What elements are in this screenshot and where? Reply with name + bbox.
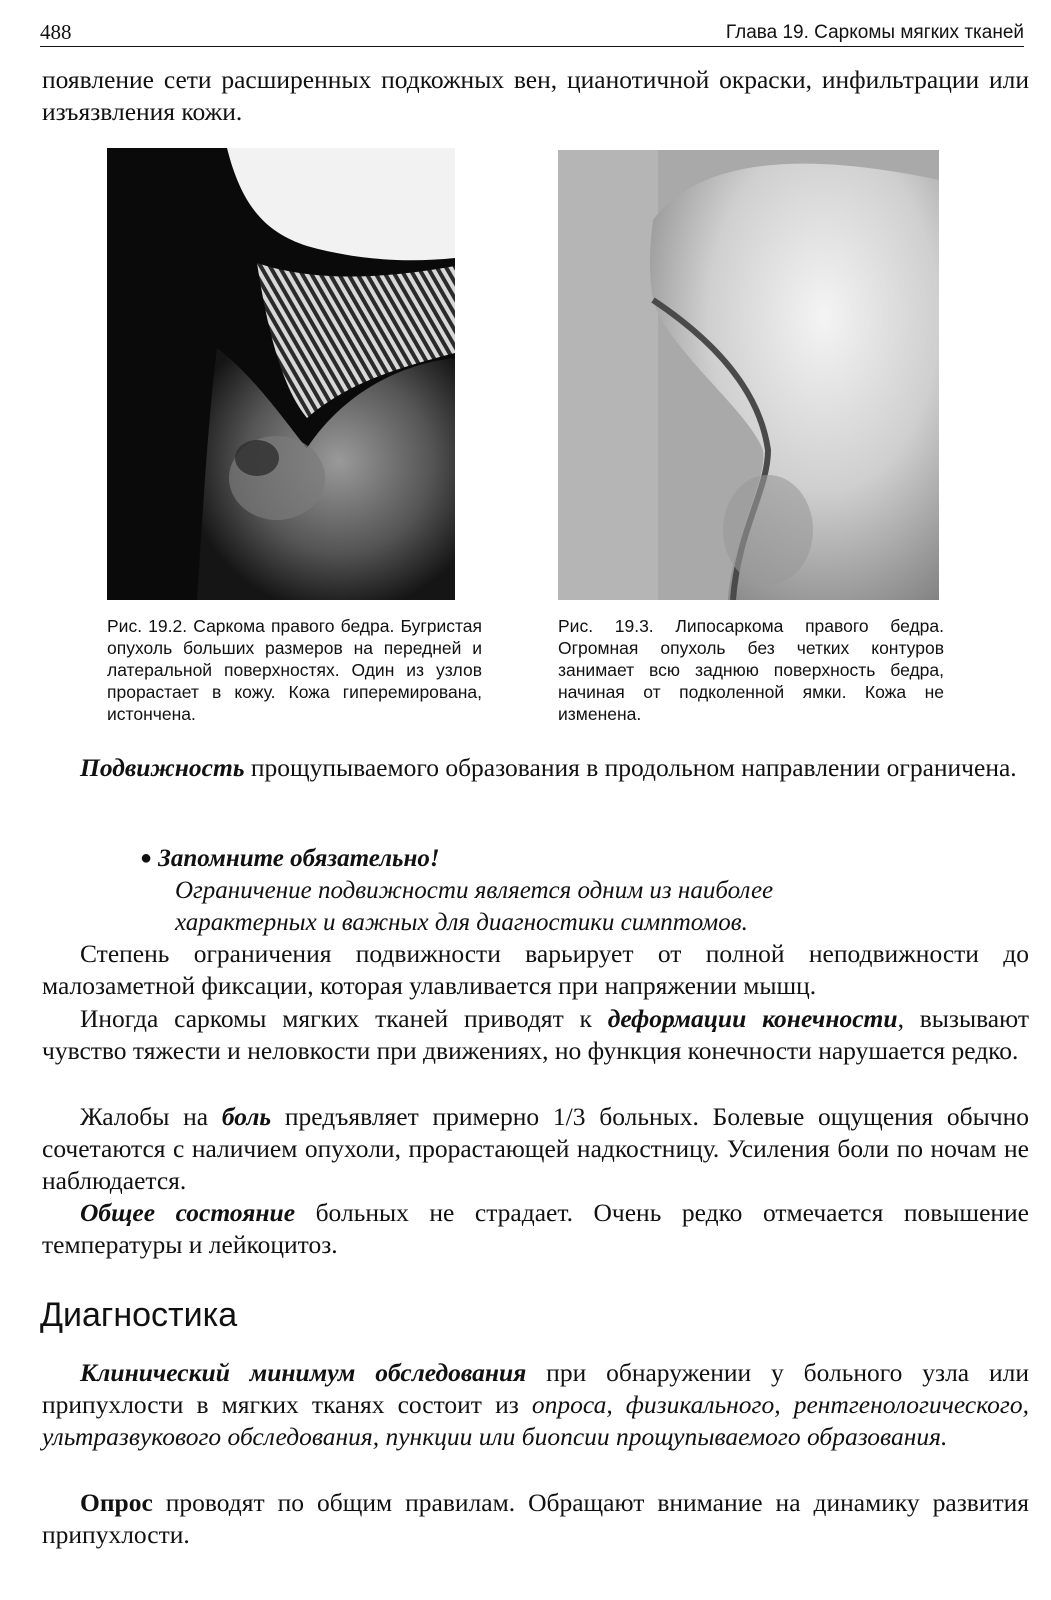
paragraph-mobility-degree: Степень ограничения подвижности варьирует от полной неподвижности до малозаметной фиксации, которая улавливается при напряжении мышц.: [42, 939, 1029, 1000]
bullet-icon: ●: [140, 847, 153, 869]
section-heading-diagnostics: Диагностика: [40, 1296, 238, 1334]
page-number: 488: [40, 20, 72, 44]
remember-box: [140, 842, 920, 939]
remember-text: Ограничение подвижности является одним из наиболее характерных и важных для диагностики симптомов.: [175, 877, 774, 936]
thigh-sarcoma-illustration: [107, 148, 455, 600]
p4-after: больных не страдает. Очень редко отмечается повышение температуры и лейкоцитоз.: [42, 1198, 1029, 1259]
mobility-text: прощупываемого образования в продольном направлении ограничена.: [244, 753, 1017, 782]
mobility-term: Подвижность: [80, 753, 245, 782]
diagnostics-methods: опроса, физикального, рентгенологического, ультразвукового обследования, пункции или биопсии прощупываемого образования.: [42, 1390, 1029, 1451]
pain-term: боль: [221, 1102, 272, 1131]
paragraph-clinical-minimum: [42, 1357, 1029, 1453]
liposarcoma-illustration: [558, 150, 939, 600]
general-state-term: Общее состояние: [80, 1198, 296, 1227]
paragraph-survey: [42, 1487, 1029, 1551]
figure-19-2-caption: Рис. 19.2. Саркома правого бедра. Бугристая опухоль больших размеров на передней и латеральной поверхностях. Один из узлов прорастает в кожу. Кожа гиперемирована, истончена.: [107, 616, 482, 724]
p2-after: , вызывают чувство тяжести и неловкости при движениях, но функция конечности нарушается редко.: [42, 1004, 1029, 1065]
p3-before: Жалобы на: [80, 1102, 222, 1131]
paragraph-deformation: [42, 1003, 1029, 1067]
mobility-paragraph: [42, 752, 1029, 784]
page-header: [40, 16, 1024, 47]
remember-title: Запомните обязательно!: [158, 845, 440, 872]
intro-paragraph: появление сети расширенных подкожных вен, цианотичной окраски, инфильтрации или изъязвления кожи.: [42, 65, 1029, 126]
deformation-term: деформации конечности: [607, 1004, 898, 1033]
survey-term: Опрос: [80, 1488, 153, 1517]
chapter-title: Глава 19. Саркомы мягких тканей: [725, 22, 1024, 43]
p3-after: предъявляет примерно 1/3 больных. Болевые ощущения обычно сочетаются с наличием опухоли, прорастающей надкостницу. Усиления боли по ночам не наблюдается.: [42, 1102, 1029, 1195]
figure-thigh-sarcoma-photo: [107, 148, 455, 600]
paragraph-general-state: [42, 1197, 1029, 1261]
survey-text: проводят по общим правилам. Обращают внимание на динамику развития припухлости.: [42, 1488, 1029, 1549]
figure-liposarcoma-photo: [558, 150, 939, 600]
diagnostics-middle: при обнаружении у больного узла или припухлости в мягких тканях состоит из: [42, 1358, 1029, 1419]
figure-19-3-caption: Рис. 19.3. Липосаркома правого бедра. Огромная опухоль без четких контуров занимает всю заднюю поверхность бедра, начиная от подколенной ямки. Кожа не изменена.: [558, 616, 944, 724]
clinical-minimum-term: Клинический минимум обследования: [80, 1358, 527, 1387]
p2-before: Иногда саркомы мягких тканей приводят к: [80, 1004, 608, 1033]
paragraph-pain: [42, 1101, 1029, 1197]
